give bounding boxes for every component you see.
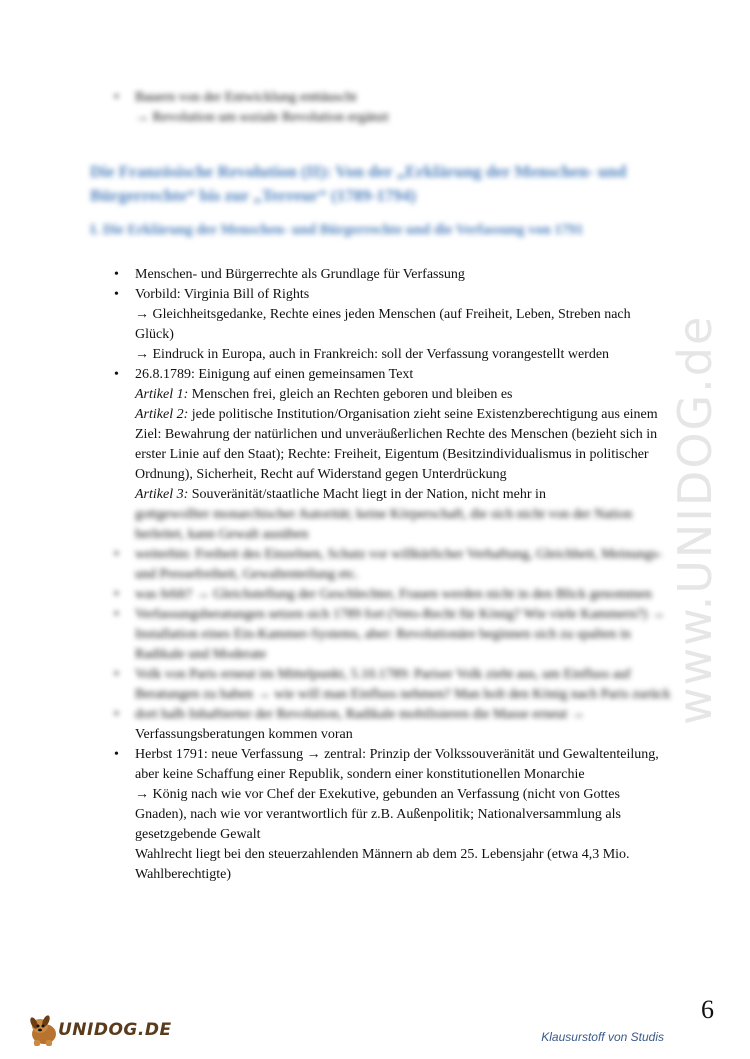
list-item-text: Bauern von der Entwicklung enttäuscht bbox=[135, 90, 357, 105]
list-item-subtext: Verfassungsberatungen kommen voran bbox=[135, 727, 353, 742]
list-item-subtext: → Eindruck in Europa, auch in Frankreich: soll der Verfassung vorangestellt werden bbox=[135, 347, 610, 362]
list-item-text: Volk von Paris erneut im Mittelpunkt, 5.10.1789: Pariser Volk zieht aus, um Einfluss auf Beratungen zu haben → wie will man Einfluss nehmen? Man holt den König nach Paris zurück bbox=[135, 667, 671, 702]
article-3 bbox=[135, 485, 672, 505]
top-list bbox=[112, 88, 672, 128]
article-2 bbox=[135, 405, 672, 485]
main-list bbox=[112, 265, 672, 885]
subsection-heading: I. Die Erklärung der Menschen- und Bürgerrechte und die Verfassung von 1791 bbox=[90, 222, 584, 238]
bullet-icon: • bbox=[114, 587, 119, 602]
article-label: Artikel 3: bbox=[135, 487, 189, 502]
bullet-icon: • bbox=[114, 287, 119, 302]
bullet-icon: • bbox=[114, 547, 119, 562]
bullet-icon: • bbox=[114, 747, 119, 762]
bullet-icon: • bbox=[114, 90, 119, 105]
list-item-text: weiterhin: Freiheit des Einzelnen, Schutz vor willkürlicher Verhaftung, Gleichheit, Meinungs- und Pressefreiheit, Gewaltenteilung etc. bbox=[135, 547, 662, 582]
list-item bbox=[112, 545, 672, 585]
section-heading: Die Französische Revolution (II): Von der „Erklärung der Menschen- und Bürgerrechte“ bis zur „Terreur“ (1789-1794) bbox=[90, 162, 627, 205]
bullet-icon: • bbox=[114, 607, 119, 622]
list-item bbox=[112, 365, 672, 545]
article-label: Artikel 1: bbox=[135, 387, 189, 402]
bullet-icon: • bbox=[114, 707, 119, 722]
list-item-text: Menschen- und Bürgerrechte als Grundlage für Verfassung bbox=[135, 267, 465, 282]
list-item-subtext: → Revolution um soziale Revolution ergänzt bbox=[135, 110, 389, 125]
list-item-subtext: → Gleichheitsgedanke, Rechte eines jeden Menschen (auf Freiheit, Leben, Streben nach Glück) bbox=[135, 307, 631, 342]
list-item bbox=[112, 705, 672, 745]
list-item-text: 26.8.1789: Einigung auf einen gemeinsamen Text bbox=[135, 367, 414, 382]
list-item bbox=[112, 285, 672, 365]
list-item bbox=[112, 605, 672, 665]
list-item bbox=[112, 265, 672, 285]
bullet-icon: • bbox=[114, 367, 119, 382]
list-item-text: was fehlt? → Gleichstellung der Geschlechter, Frauen werden nicht in den Blick genommen bbox=[135, 587, 652, 602]
list-item-text: Herbst 1791: neue Verfassung → zentral: Prinzip der Volkssouveränität und Gewaltenteilung, aber keine Schaffung einer Republik, sondern einer konstitutionellen Monarchie bbox=[135, 747, 659, 782]
list-item-text: Vorbild: Virginia Bill of Rights bbox=[135, 287, 310, 302]
article-label: Artikel 2: bbox=[135, 407, 189, 422]
list-item-text: dort halb Inhaftierter der Revolution, Radikale mobilisieren die Masse erneut → bbox=[135, 707, 585, 722]
list-item bbox=[112, 88, 672, 128]
bullet-icon: • bbox=[114, 667, 119, 682]
list-item bbox=[112, 745, 672, 885]
article-text: Menschen frei, gleich an Rechten geboren und bleiben es bbox=[188, 387, 513, 402]
article-text-blurred: gottgewollter monarchischer Autorität; keine Körperschaft, die sich nicht von der Nation herleitet, kann Gewalt ausüben bbox=[135, 507, 633, 542]
article-text: Souveränität/staatliche Macht liegt in der Nation, nicht mehr in bbox=[188, 487, 546, 502]
list-item bbox=[112, 665, 672, 705]
dog-icon bbox=[29, 1014, 56, 1046]
list-item-subtext: → König nach wie vor Chef der Exekutive, gebunden an Verfassung (nicht von Gottes Gnaden), nach wie vor verantwortlich für z.B. Außenpolitik; Nationalversammlung als gesetzgebende Gewalt bbox=[135, 787, 621, 842]
logo-text: UNIDOG.DE bbox=[58, 1020, 172, 1040]
bullet-icon: • bbox=[114, 267, 119, 282]
page-number: 6 bbox=[701, 995, 714, 1024]
list-item-text: Verfassungsberatungen setzen sich 1789 fort (Veto-Recht für König? Wie viele Kammern?) → Installation eines Ein-Kammer-Systems, aber: Revolutionäre beginnen sich zu spalten in Radikale und Moderate bbox=[135, 607, 665, 662]
list-item bbox=[112, 585, 672, 605]
footer-text: Klausurstoff von Studis bbox=[541, 1030, 664, 1044]
article-text: jede politische Institution/Organisation zieht seine Existenzberechtigung aus einem Ziel: Bewahrung der natürlichen und unveräußerlichen Rechte des Menschen (bezieht sich in erster Linie auf den Staat); Rechte: Freiheit, Eigentum (Besitzindividualismus in politischer Ordnung), Sicherheit, Recht auf Widerstand gegen Unterdrückung bbox=[135, 407, 658, 482]
watermark: www.UNIDOG.de bbox=[668, 314, 722, 725]
article-1 bbox=[135, 385, 672, 405]
list-item-subtext: Wahlrecht liegt bei den steuerzahlenden Männern ab dem 25. Lebensjahr (etwa 4,3 Mio. Wahlberechtigte) bbox=[135, 847, 630, 882]
